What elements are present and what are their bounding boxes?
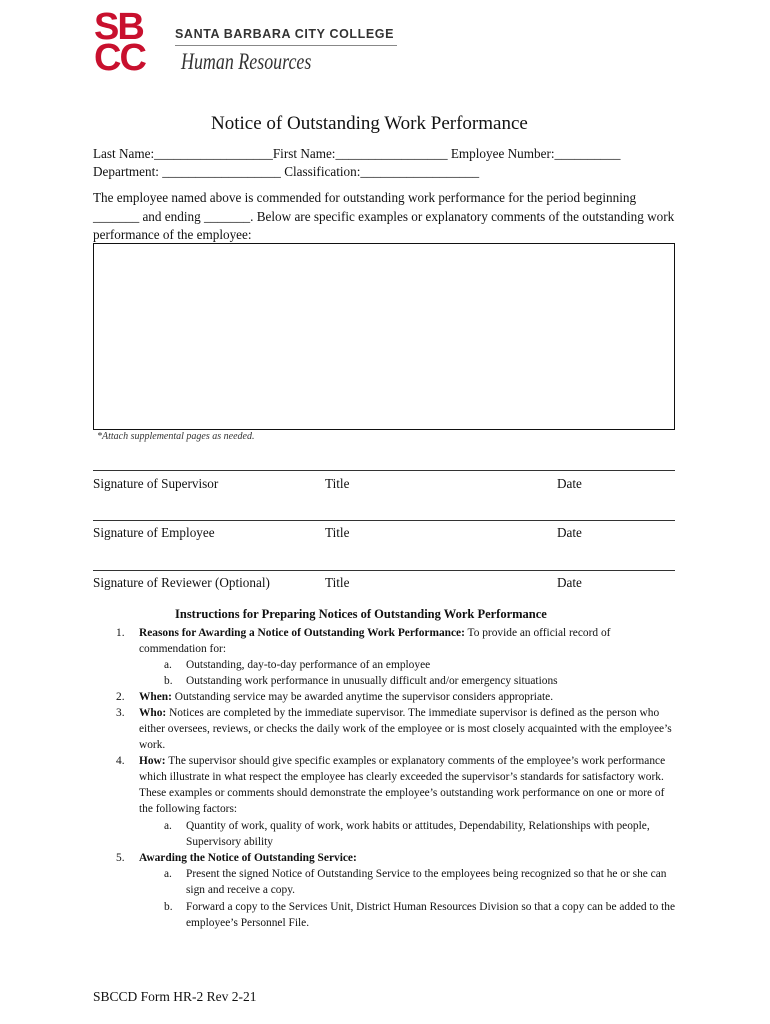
sbcc-logo bbox=[94, 6, 172, 79]
college-name: SANTA BARBARA CITY COLLEGE bbox=[175, 27, 395, 41]
instruction-item bbox=[139, 850, 679, 866]
logo-letters-top: SB bbox=[94, 6, 143, 48]
instruction-item bbox=[139, 625, 679, 657]
department-name: Human Resources bbox=[181, 49, 312, 74]
sub-item-text: Present the signed Notice of Outstanding Service to the employees being recognized so that he or she can sign and receive a copy. bbox=[186, 868, 667, 897]
list-number: 2. bbox=[116, 691, 125, 703]
instruction-heading: How: bbox=[139, 755, 166, 767]
instruction-item bbox=[139, 753, 679, 817]
sub-item-text: Forward a copy to the Services Unit, District Human Resources Division so that a copy can be added to the employee’s Personnel File. bbox=[186, 901, 676, 930]
instruction-text: The supervisor should give specific examples or explanatory comments of the employee’s work performance which illustrate in what respect the employee has clearly exceeded the supervisor’s standards for satisfactory work. These examples or comments should demonstrate the employee’s outstanding work performance on one or more of the following factors: bbox=[139, 755, 666, 816]
intro-paragraph: The employee named above is commended for outstanding work performance for the period beginning _______ and ending _______. Below are specific examples or explanatory comments of the outstanding work performance of the employee: bbox=[93, 190, 675, 242]
signature-label: Signature of Reviewer (Optional) bbox=[93, 575, 270, 590]
sub-item-text: Outstanding, day-to-day performance of an employee bbox=[186, 659, 431, 671]
name-fields-line: Last Name:__________________First Name:_________________ Employee Number:__________ bbox=[93, 146, 621, 161]
sub-mark: a. bbox=[164, 868, 172, 880]
instruction-item bbox=[139, 689, 679, 705]
instruction-item bbox=[139, 705, 679, 753]
instruction-text: Outstanding service may be awarded anytime the supervisor considers appropriate. bbox=[171, 691, 554, 703]
form-title: Notice of Outstanding Work Performance bbox=[211, 113, 528, 134]
department-fields-line: Department: __________________ Classification:__________________ bbox=[93, 164, 480, 179]
signature-title-label: Title bbox=[325, 476, 350, 491]
instruction-text: To provide an official record of commendation for: bbox=[139, 627, 611, 656]
sub-mark: b. bbox=[164, 675, 173, 687]
signature-line bbox=[93, 520, 675, 521]
list-number: 3. bbox=[116, 707, 125, 719]
signature-label: Signature of Supervisor bbox=[93, 476, 219, 491]
signature-title-label: Title bbox=[325, 525, 350, 540]
instruction-text: Notices are completed by the immediate supervisor. The immediate supervisor is defined as the person who either oversees, reviews, or checks the daily work of the employee or is most closely acquainted with the employee’s work. bbox=[139, 707, 672, 752]
attach-note: *Attach supplemental pages as needed. bbox=[97, 431, 255, 442]
form-id-footer: SBCCD Form HR-2 Rev 2-21 bbox=[93, 989, 257, 1004]
instruction-heading: When: bbox=[139, 691, 172, 703]
sub-mark: a. bbox=[164, 820, 172, 832]
list-number: 4. bbox=[116, 755, 125, 767]
list-number: 5. bbox=[116, 852, 125, 864]
sub-mark: b. bbox=[164, 901, 173, 913]
instruction-heading: Who: bbox=[139, 707, 167, 719]
signature-date-label: Date bbox=[557, 575, 582, 590]
signature-date-label: Date bbox=[557, 476, 582, 491]
signature-date-label: Date bbox=[557, 525, 582, 540]
sub-item-text: Outstanding work performance in unusually difficult and/or emergency situations bbox=[186, 675, 558, 687]
instruction-heading: Awarding the Notice of Outstanding Service: bbox=[139, 852, 357, 864]
logo-letters-bottom: CC bbox=[94, 37, 145, 79]
comments-box[interactable] bbox=[93, 243, 675, 430]
signature-label: Signature of Employee bbox=[93, 525, 215, 540]
logo-divider bbox=[175, 45, 397, 46]
sub-item-text: Quantity of work, quality of work, work habits or attitudes, Dependability, Relationships with people, Supervisory ability bbox=[186, 820, 650, 849]
signature-line bbox=[93, 470, 675, 471]
signature-line bbox=[93, 570, 675, 571]
signature-title-label: Title bbox=[325, 575, 350, 590]
list-number: 1. bbox=[116, 627, 125, 639]
sub-mark: a. bbox=[164, 659, 172, 671]
instruction-heading: Reasons for Awarding a Notice of Outstanding Work Performance: bbox=[139, 627, 465, 639]
instructions-title: Instructions for Preparing Notices of Outstanding Work Performance bbox=[175, 607, 547, 621]
